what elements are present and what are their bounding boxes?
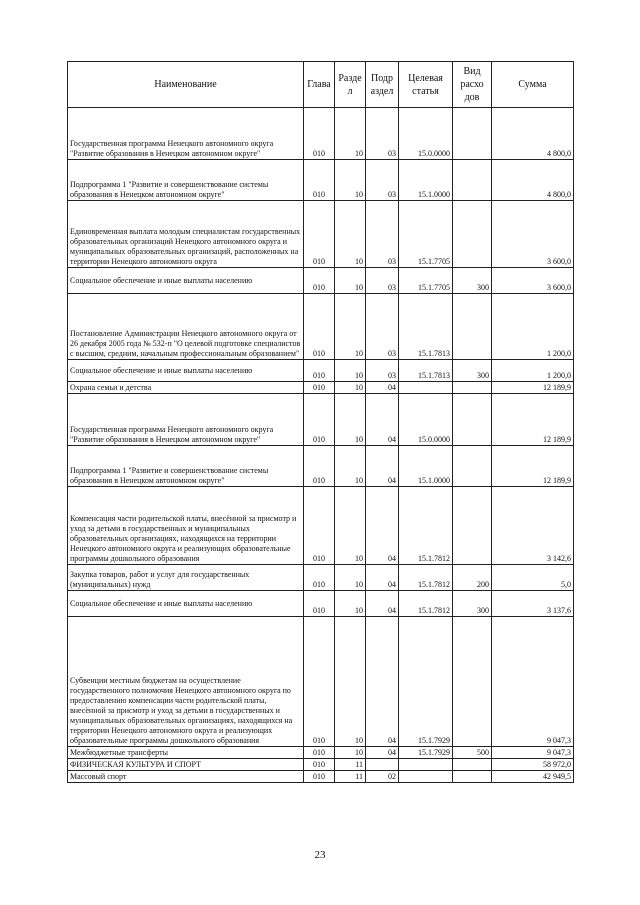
row-summa: 12 189,9 xyxy=(492,382,574,394)
row-podrazdel: 03 xyxy=(366,294,399,360)
row-razdel: 10 xyxy=(335,487,366,565)
row-vid: 300 xyxy=(453,268,492,294)
table-row xyxy=(68,446,574,487)
table-row xyxy=(68,201,574,268)
row-summa: 3 600,0 xyxy=(492,268,574,294)
row-glava: 010 xyxy=(304,201,335,268)
row-razdel: 11 xyxy=(335,771,366,783)
row-celevaya: 15.1.0000 xyxy=(399,446,453,487)
row-glava: 010 xyxy=(304,759,335,771)
row-vid: 300 xyxy=(453,591,492,617)
row-celevaya: 15.1.7812 xyxy=(399,565,453,591)
row-celevaya: 15.1.7813 xyxy=(399,294,453,360)
row-razdel: 10 xyxy=(335,591,366,617)
row-vid xyxy=(453,108,492,160)
row-razdel: 10 xyxy=(335,268,366,294)
row-name: Охрана семьи и детства xyxy=(68,382,304,394)
row-podrazdel: 04 xyxy=(366,565,399,591)
row-name: Государственная программа Ненецкого автономного округа "Развитие образования в Ненецком автономном округе" xyxy=(68,394,304,446)
row-razdel: 10 xyxy=(335,360,366,382)
row-razdel: 11 xyxy=(335,759,366,771)
row-podrazdel: 04 xyxy=(366,617,399,747)
row-summa: 5,0 xyxy=(492,565,574,591)
header-podrazdel: Подр аздел xyxy=(366,62,399,108)
header-summa: Сумма xyxy=(492,62,574,108)
row-podrazdel: 03 xyxy=(366,201,399,268)
budget-table xyxy=(67,61,574,783)
table-row xyxy=(68,617,574,747)
row-celevaya xyxy=(399,771,453,783)
row-glava: 010 xyxy=(304,487,335,565)
page-number: 23 xyxy=(314,849,326,861)
row-vid xyxy=(453,771,492,783)
table-row xyxy=(68,360,574,382)
header-glava: Глава xyxy=(304,62,335,108)
header-name: Наименование xyxy=(68,62,304,108)
row-podrazdel: 03 xyxy=(366,160,399,201)
row-podrazdel: 04 xyxy=(366,487,399,565)
row-name: ФИЗИЧЕСКАЯ КУЛЬТУРА И СПОРТ xyxy=(68,759,304,771)
row-razdel: 10 xyxy=(335,394,366,446)
table-row xyxy=(68,591,574,617)
row-name: Компенсация части родительской платы, внесённой за присмотр и уход за детьми в государственных и муниципальных образовательных организациях, находящихся на территории Ненецкого автономного округа и реализующих образовательные программы дошкольного образования xyxy=(68,487,304,565)
row-summa: 3 600,0 xyxy=(492,201,574,268)
row-razdel: 10 xyxy=(335,108,366,160)
row-razdel: 10 xyxy=(335,747,366,759)
row-name: Социальное обеспечение и иные выплаты населению xyxy=(68,360,304,382)
header-vid: Вид расхо дов xyxy=(453,62,492,108)
row-razdel: 10 xyxy=(335,160,366,201)
row-glava: 010 xyxy=(304,268,335,294)
row-celevaya: 15.1.7929 xyxy=(399,747,453,759)
row-podrazdel: 04 xyxy=(366,382,399,394)
table-row xyxy=(68,160,574,201)
row-glava: 010 xyxy=(304,771,335,783)
row-podrazdel: 03 xyxy=(366,360,399,382)
row-vid: 300 xyxy=(453,360,492,382)
row-podrazdel: 04 xyxy=(366,446,399,487)
table-header-row xyxy=(68,62,574,108)
row-podrazdel: 04 xyxy=(366,747,399,759)
row-celevaya: 15.1.7813 xyxy=(399,360,453,382)
row-razdel: 10 xyxy=(335,565,366,591)
row-podrazdel: 04 xyxy=(366,591,399,617)
row-glava: 010 xyxy=(304,382,335,394)
row-summa: 42 949,5 xyxy=(492,771,574,783)
row-celevaya: 15.0.0000 xyxy=(399,108,453,160)
header-razdel: Разде л xyxy=(335,62,366,108)
row-podrazdel: 02 xyxy=(366,771,399,783)
row-glava: 010 xyxy=(304,565,335,591)
row-podrazdel: 04 xyxy=(366,394,399,446)
row-celevaya: 15.1.7812 xyxy=(399,487,453,565)
row-vid xyxy=(453,160,492,201)
row-summa: 58 972,0 xyxy=(492,759,574,771)
header-celevaya: Целевая статья xyxy=(399,62,453,108)
row-celevaya: 15.1.7929 xyxy=(399,617,453,747)
row-celevaya: 15.1.7812 xyxy=(399,591,453,617)
row-razdel: 10 xyxy=(335,294,366,360)
row-vid xyxy=(453,446,492,487)
row-podrazdel xyxy=(366,759,399,771)
table-row xyxy=(68,747,574,759)
row-name: Подпрограмма 1 "Развитие и совершенствование системы образования в Ненецком автономном округе" xyxy=(68,160,304,201)
table-row xyxy=(68,759,574,771)
row-summa: 9 047,3 xyxy=(492,617,574,747)
row-name: Закупка товаров, работ и услуг для государственных (муниципальных) нужд xyxy=(68,565,304,591)
row-vid xyxy=(453,487,492,565)
row-name: Государственная программа Ненецкого автономного округа "Развитие образования в Ненецком автономном округе" xyxy=(68,108,304,160)
row-razdel: 10 xyxy=(335,382,366,394)
table-row xyxy=(68,565,574,591)
row-celevaya xyxy=(399,759,453,771)
table-row xyxy=(68,268,574,294)
row-vid xyxy=(453,294,492,360)
row-name: Субвенции местным бюджетам на осуществление государственного полномочия Ненецкого автономного округа по предоставлению компенсации части родительской платы, внесённой за присмотр и уход за детьми в государственных и муниципальных образовательных организациях, находящихся на территории Ненецкого автономного округа и реализующих образовательные программы дошкольного образования xyxy=(68,617,304,747)
row-vid xyxy=(453,382,492,394)
row-name: Межбюджетные трансферты xyxy=(68,747,304,759)
table-row xyxy=(68,771,574,783)
row-summa: 12 189,9 xyxy=(492,446,574,487)
row-razdel: 10 xyxy=(335,446,366,487)
row-glava: 010 xyxy=(304,394,335,446)
row-name: Постановление Администрации Ненецкого автономного округа от 26 декабря 2005 года № 532-п "О целевой подготовке специалистов с высшим, средним, начальным профессиональным образованием" xyxy=(68,294,304,360)
table-row xyxy=(68,294,574,360)
row-podrazdel: 03 xyxy=(366,108,399,160)
table-row xyxy=(68,487,574,565)
row-glava: 010 xyxy=(304,294,335,360)
row-vid xyxy=(453,201,492,268)
row-celevaya: 15.1.7705 xyxy=(399,268,453,294)
table-row xyxy=(68,382,574,394)
row-vid xyxy=(453,394,492,446)
row-glava: 010 xyxy=(304,747,335,759)
row-celevaya: 15.1.7705 xyxy=(399,201,453,268)
row-vid xyxy=(453,617,492,747)
row-razdel: 10 xyxy=(335,201,366,268)
row-summa: 1 200,0 xyxy=(492,294,574,360)
row-celevaya xyxy=(399,382,453,394)
row-summa: 4 800,0 xyxy=(492,160,574,201)
row-summa: 3 142,6 xyxy=(492,487,574,565)
row-glava: 010 xyxy=(304,160,335,201)
row-celevaya: 15.1.0000 xyxy=(399,160,453,201)
row-summa: 12 189,9 xyxy=(492,394,574,446)
row-podrazdel: 03 xyxy=(366,268,399,294)
row-summa: 1 200,0 xyxy=(492,360,574,382)
table-row xyxy=(68,394,574,446)
row-summa: 3 137,6 xyxy=(492,591,574,617)
row-glava: 010 xyxy=(304,360,335,382)
row-name: Подпрограмма 1 "Развитие и совершенствование системы образования в Ненецком автономном округе" xyxy=(68,446,304,487)
row-name: Социальное обеспечение и иные выплаты населению xyxy=(68,591,304,617)
row-name: Единовременная выплата молодым специалистам государственных образовательных организаций Ненецкого автономного округа и муниципальных образовательных организаций, расположенных на территории Ненецкого автономного округа xyxy=(68,201,304,268)
row-summa: 9 047,3 xyxy=(492,747,574,759)
row-glava: 010 xyxy=(304,108,335,160)
row-glava: 010 xyxy=(304,617,335,747)
row-vid: 200 xyxy=(453,565,492,591)
row-summa: 4 800,0 xyxy=(492,108,574,160)
row-razdel: 10 xyxy=(335,617,366,747)
table-row xyxy=(68,108,574,160)
row-vid: 500 xyxy=(453,747,492,759)
row-celevaya: 15.0.0000 xyxy=(399,394,453,446)
row-name: Социальное обеспечение и иные выплаты населению xyxy=(68,268,304,294)
row-vid xyxy=(453,759,492,771)
row-glava: 010 xyxy=(304,591,335,617)
row-name: Массовый спорт xyxy=(68,771,304,783)
row-glava: 010 xyxy=(304,446,335,487)
